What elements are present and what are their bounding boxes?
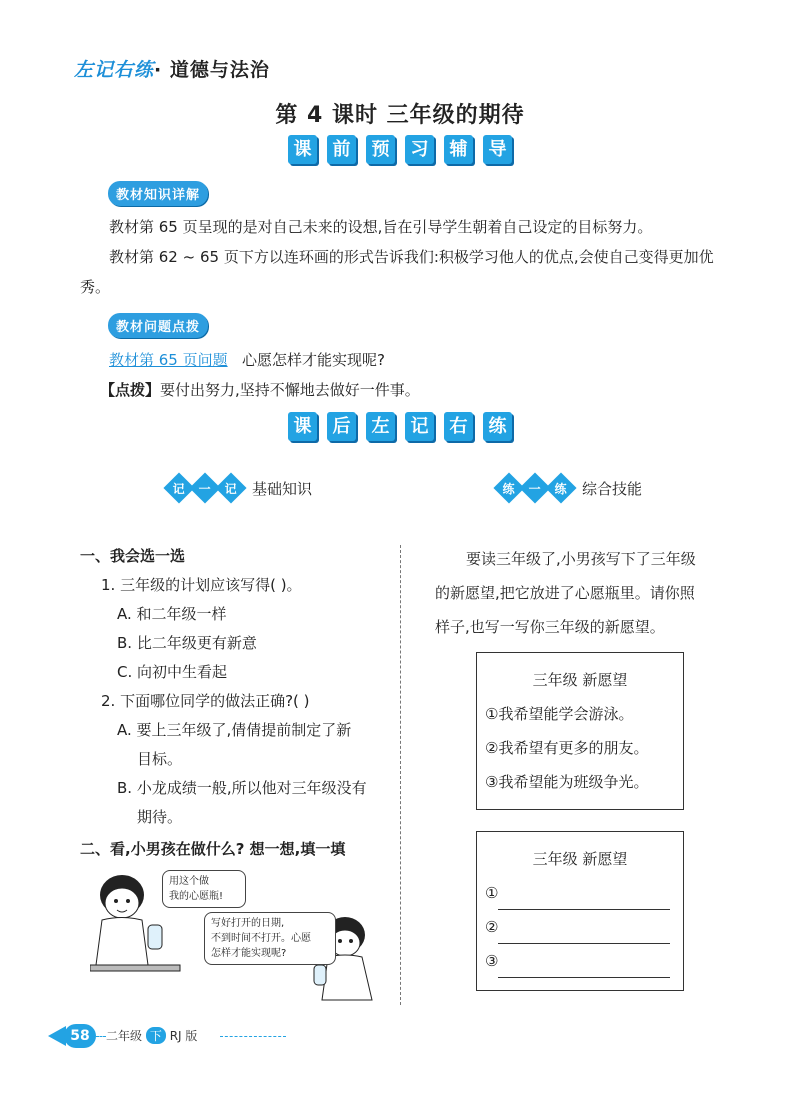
wish-marker: ② — [485, 918, 499, 936]
wish-marker: ③ — [485, 952, 499, 970]
banner-char: 导 — [483, 135, 512, 164]
heading-diamond: 记 — [215, 472, 246, 503]
brand-title — [74, 55, 270, 82]
banner-char: 习 — [405, 135, 434, 164]
part1-title: 一、我会选一选 — [80, 547, 186, 565]
practice-intro-2: 的新愿望,把它放进了心愿瓶里。请你照 — [435, 584, 695, 602]
wish-blank-row — [477, 910, 683, 944]
basic-knowledge-label: 基础知识 — [252, 479, 313, 498]
banner-char: 右 — [444, 412, 473, 441]
q2-option-b[interactable]: B. 小龙成绩一般,所以他对三年级没有 — [117, 779, 367, 797]
part2-title: 二、看,小男孩在做什么? 想一想,填一填 — [80, 840, 346, 858]
problem-hint-line — [100, 375, 720, 405]
knowledge-para-2: 教材第 62 ~ 65 页下方以连环画的形式告诉我们:积极学习他人的优点,会使自己变得更加优秀。 — [80, 248, 714, 296]
bubble2-line: 写好打开的日期, — [211, 918, 285, 929]
column-divider — [400, 545, 401, 1005]
q1-option-b[interactable]: B. 比二年级更有新意 — [117, 634, 257, 652]
problem-tag-wrap — [108, 313, 208, 338]
knowledge-tag: 教材知识详解 — [108, 181, 208, 206]
banner-char: 前 — [327, 135, 356, 164]
section-banner-preview — [0, 135, 800, 164]
page-number: 58 — [64, 1024, 96, 1048]
my-wish-box — [476, 831, 684, 991]
knowledge-tag-wrap — [108, 181, 208, 206]
bubble1-line: 用这个做 — [169, 876, 209, 887]
skills-label: 综合技能 — [582, 479, 643, 498]
wish-blank-row — [477, 876, 683, 910]
footer-grade: 二年级 — [106, 1029, 143, 1043]
basic-knowledge-heading — [166, 477, 312, 499]
speech-bubble-2 — [204, 912, 336, 965]
wish-marker: ① — [485, 884, 499, 902]
bubble1-line: 我的心愿瓶! — [169, 891, 224, 902]
banner-char: 练 — [483, 412, 512, 441]
example-wish-item: ①我希望能学会游泳。 — [485, 705, 634, 723]
practice-intro-3: 样子,也写一写你三年级的新愿望。 — [435, 618, 665, 636]
heading-diamond: 一 — [519, 472, 550, 503]
hint-text: 要付出努力,坚持不懈地去做好一件事。 — [160, 381, 420, 399]
heading-diamond: 练 — [545, 472, 576, 503]
skills-heading — [496, 477, 642, 499]
section-banner-practice — [0, 412, 800, 441]
hint-label: 【点拨】 — [100, 381, 161, 399]
practice-intro-1: 要读三年级了,小男孩写下了三年级 — [466, 550, 696, 568]
footer-term: 下 — [146, 1027, 166, 1044]
q1-option-c[interactable]: C. 向初中生看起 — [117, 663, 228, 681]
heading-diamond: 练 — [493, 472, 524, 503]
banner-char: 课 — [288, 135, 317, 164]
wish-blank-input[interactable] — [498, 891, 670, 910]
banner-char: 后 — [327, 412, 356, 441]
footer-version: RJ 版 — [169, 1029, 198, 1043]
q2-text: 2. 下面哪位同学的做法正确?( ) — [101, 692, 310, 710]
problem-link[interactable]: 教材第 65 页问题 — [109, 351, 228, 369]
problem-question-line — [109, 345, 729, 375]
bubble2-line: 不到时间不打开。心愿 — [211, 933, 311, 944]
wish-blank-input[interactable] — [498, 925, 670, 944]
footer-edition — [106, 1027, 197, 1044]
speech-bubble-1 — [162, 870, 246, 908]
banner-char: 课 — [288, 412, 317, 441]
banner-char: 左 — [366, 412, 395, 441]
my-box-title: 三年级 新愿望 — [532, 850, 628, 868]
q2-option-a[interactable]: A. 要上三年级了,倩倩提前制定了新 — [117, 721, 352, 739]
heading-diamond: 一 — [189, 472, 220, 503]
example-wish-box — [476, 652, 684, 810]
q1-text: 1. 三年级的计划应该写得( )。 — [101, 576, 302, 594]
banner-char: 记 — [405, 412, 434, 441]
problem-tag: 教材问题点拨 — [108, 313, 208, 338]
banner-char: 预 — [366, 135, 395, 164]
footer-dash — [220, 1036, 286, 1037]
example-box-title: 三年级 新愿望 — [532, 671, 628, 689]
footer-dash — [96, 1036, 106, 1037]
bubble2-line: 怎样才能实现呢? — [211, 948, 287, 959]
lesson-title: 第 4 课时 三年级的期待 — [275, 103, 525, 128]
wish-blank-input[interactable] — [498, 959, 670, 978]
q2-option-a-cont: 目标。 — [137, 750, 183, 768]
brand-name: 左记右练 — [74, 59, 155, 81]
heading-diamond: 记 — [163, 472, 194, 503]
q1-option-a[interactable]: A. 和二年级一样 — [117, 605, 227, 623]
q2-option-b-cont: 期待。 — [137, 808, 183, 826]
knowledge-para-1: 教材第 65 页呈现的是对自己未来的设想,旨在引导学生朝着自己设定的目标努力。 — [109, 218, 653, 236]
brand-subject: · 道德与法治 — [154, 59, 270, 81]
problem-question: 心愿怎样才能实现呢? — [241, 351, 385, 369]
example-wish-item: ③我希望能为班级争光。 — [485, 773, 649, 791]
example-wish-item: ②我希望有更多的朋友。 — [485, 739, 649, 757]
wish-blank-row — [477, 944, 683, 978]
banner-char: 辅 — [444, 135, 473, 164]
